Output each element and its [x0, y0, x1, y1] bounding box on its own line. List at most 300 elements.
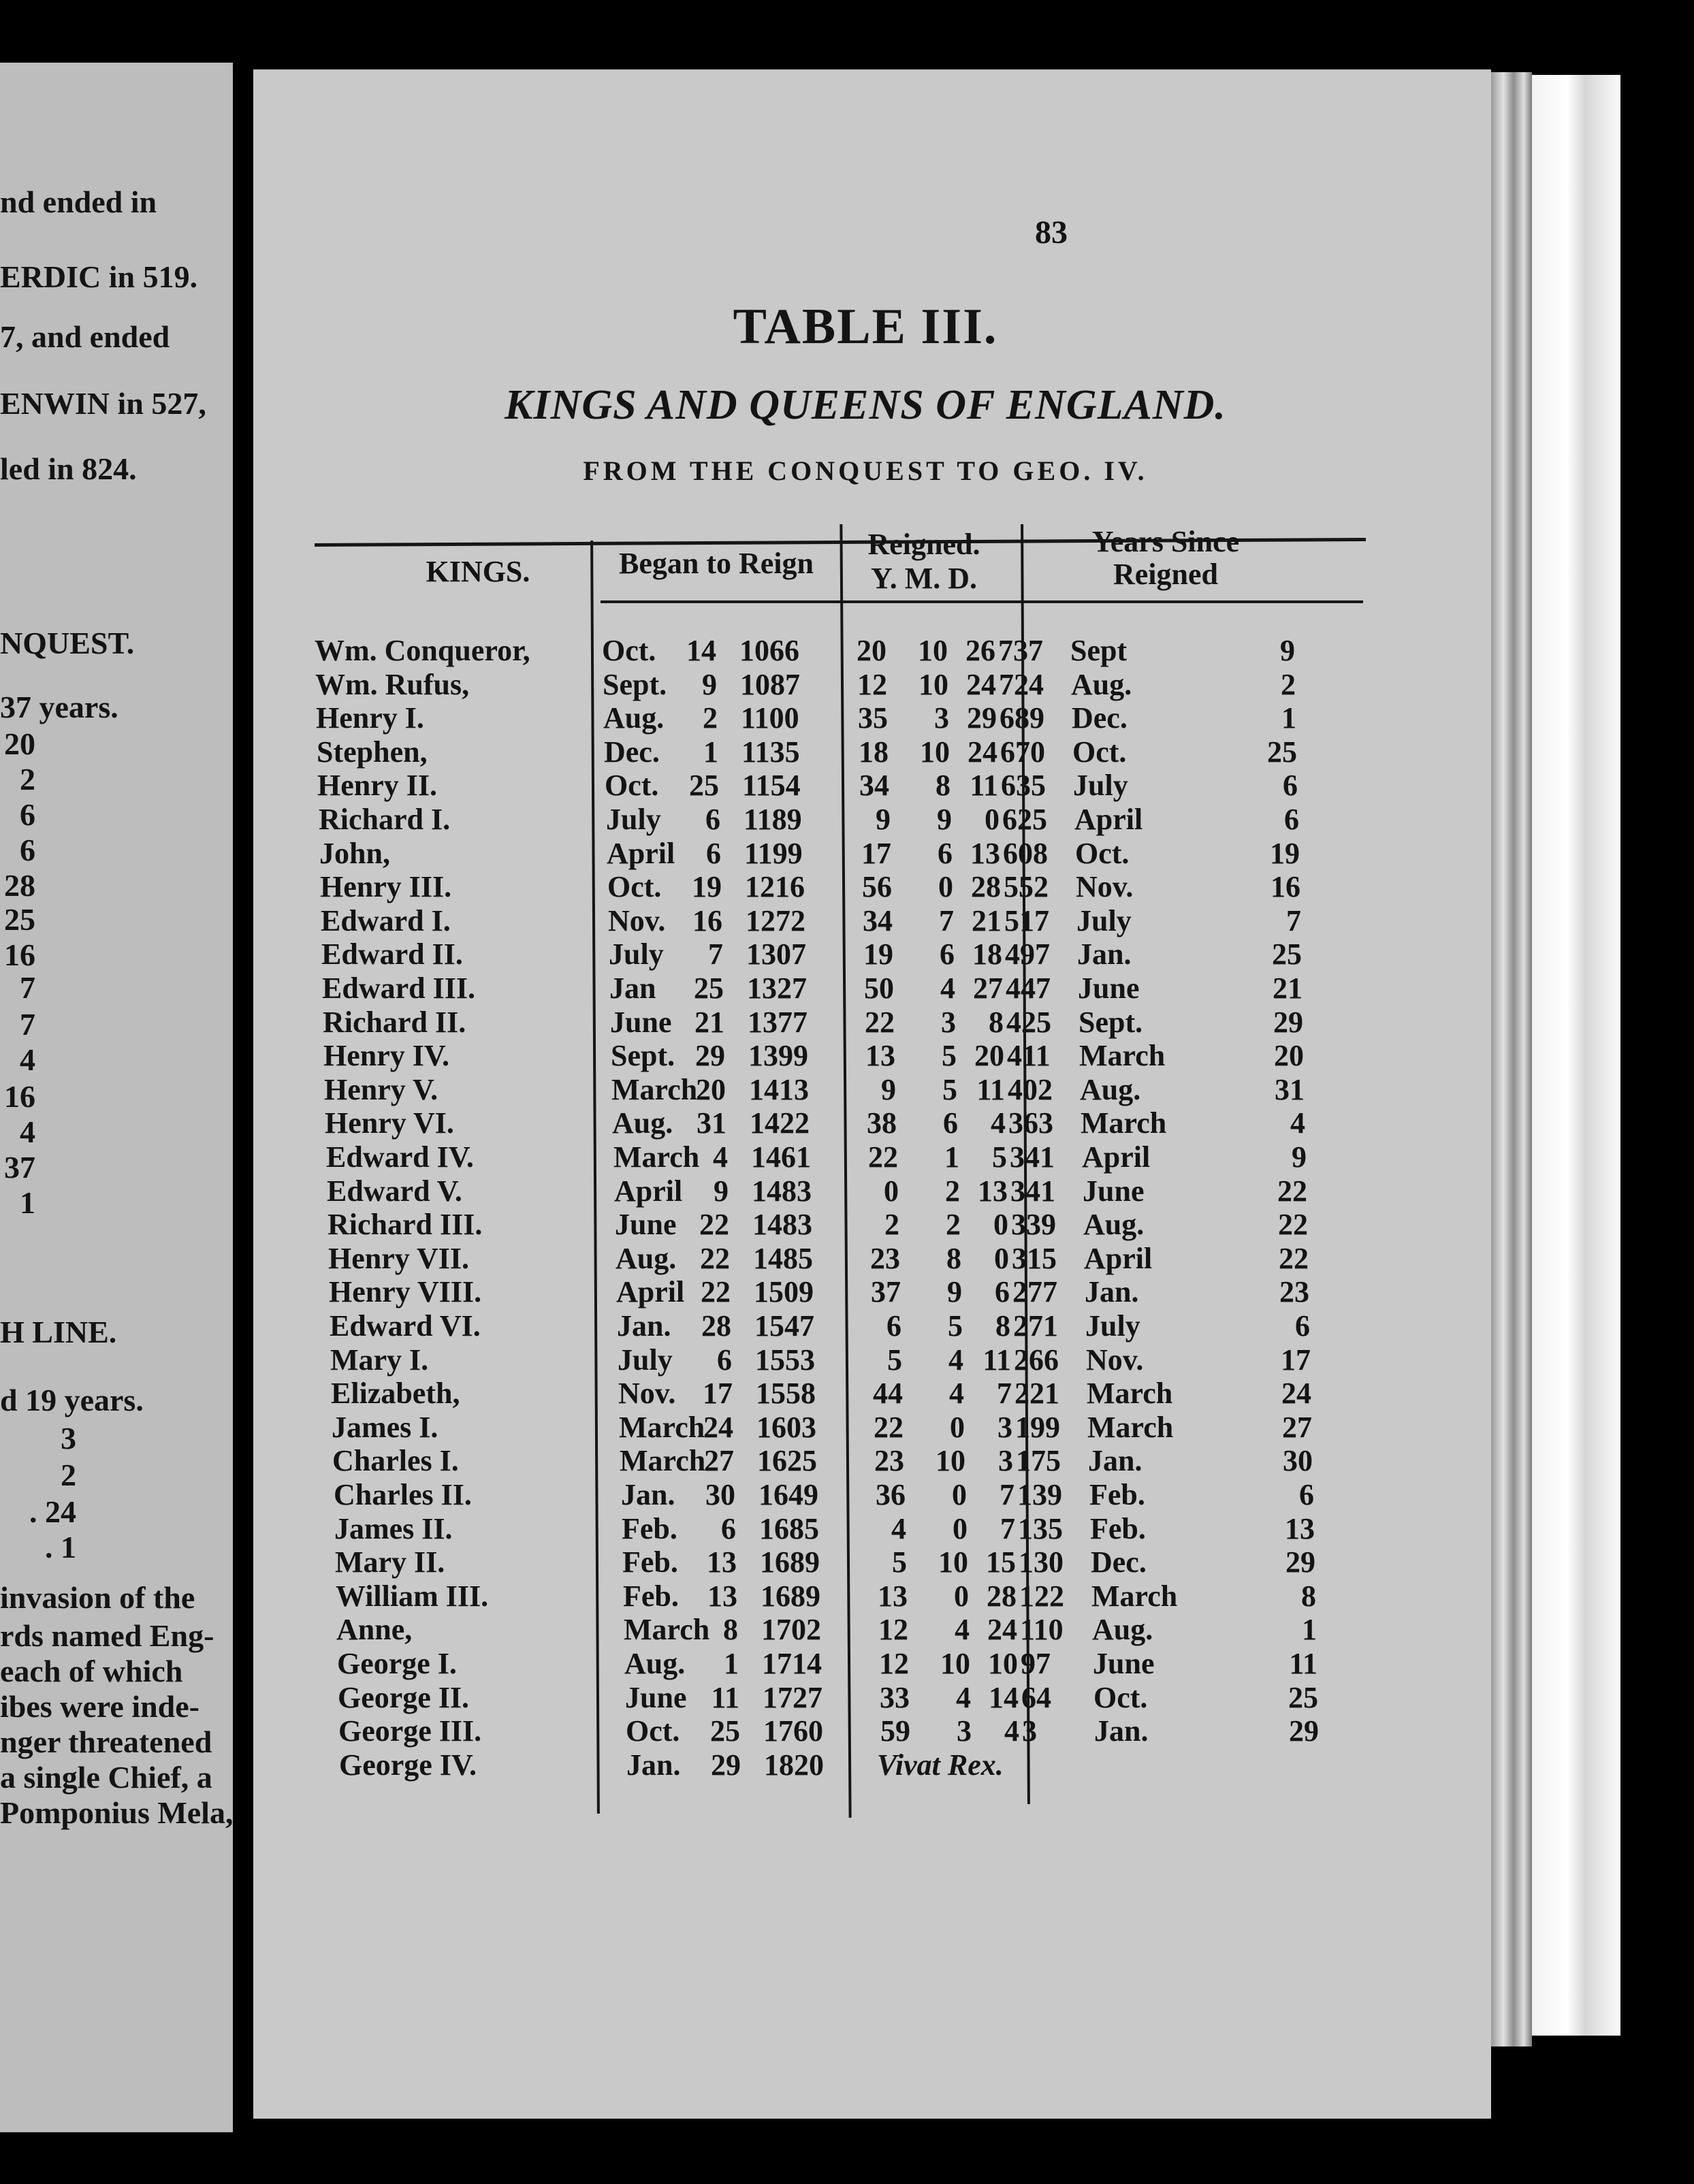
- cell-sm: Aug.: [1092, 1613, 1153, 1646]
- cell-ry: 2: [884, 1208, 899, 1241]
- cell-ry: 34: [863, 904, 893, 937]
- left-page-line: 7: [20, 1007, 35, 1042]
- left-page-line: 2: [20, 762, 35, 797]
- cell-sd: 22: [1278, 1208, 1308, 1241]
- table-row: [330, 1343, 1352, 1377]
- cell-bd: 6: [705, 803, 720, 836]
- table-row: [316, 701, 1337, 735]
- table-row: [336, 1612, 1358, 1646]
- cell-by: 1509: [754, 1275, 814, 1308]
- cell-ry: 13: [878, 1579, 908, 1613]
- cell-sy: 724: [999, 668, 1044, 701]
- cell-bd: 29: [695, 1039, 725, 1072]
- cell-king: John,: [319, 837, 390, 870]
- cell-rm: 4: [949, 1377, 964, 1410]
- cell-rm: 5: [948, 1309, 963, 1343]
- cell-ry: 19: [863, 937, 893, 971]
- cell-rd: 0: [994, 1242, 1009, 1275]
- cell-ry: 50: [864, 971, 894, 1005]
- left-page-line: a single Chief, a: [0, 1760, 212, 1795]
- cell-bm: Oct.: [605, 769, 659, 802]
- cell-by: 1066: [739, 634, 799, 667]
- cell-king: Henry VIII.: [329, 1275, 482, 1308]
- cell-king: James II.: [334, 1512, 453, 1545]
- table-row: [322, 971, 1343, 1005]
- left-page-line: 25: [4, 902, 35, 937]
- cell-sy: 737: [998, 634, 1043, 667]
- cell-by: 1189: [744, 803, 802, 836]
- cell-bd: 9: [702, 668, 717, 701]
- cell-sm: Oct.: [1075, 837, 1130, 870]
- cell-sm: April: [1084, 1242, 1153, 1275]
- cell-bm: Aug.: [616, 1242, 677, 1275]
- cell-by: 1689: [761, 1579, 820, 1613]
- cell-ry: 22: [865, 1006, 895, 1039]
- cell-king: Stephen,: [317, 735, 428, 769]
- cell-king: Henry I.: [316, 701, 424, 735]
- cell-sd: 30: [1283, 1444, 1313, 1477]
- cell-sy: 199: [1015, 1411, 1060, 1444]
- cell-sd: 19: [1270, 837, 1300, 870]
- cell-sd: 8: [1301, 1579, 1316, 1613]
- cell-bd: 25: [710, 1714, 740, 1748]
- cell-sy: 363: [1008, 1106, 1053, 1140]
- table-row: [329, 1274, 1350, 1308]
- cell-king: Edward II.: [321, 937, 463, 971]
- cell-bm: April: [616, 1275, 685, 1308]
- cell-rm: 10: [918, 668, 948, 701]
- cell-bd: 30: [705, 1478, 735, 1511]
- left-page-line: H LINE.: [0, 1315, 117, 1349]
- cell-sy: 315: [1012, 1242, 1057, 1275]
- cell-by: 1377: [748, 1006, 808, 1039]
- cell-sd: 29: [1273, 1006, 1303, 1039]
- cell-sm: Feb.: [1089, 1478, 1145, 1511]
- left-page-line: ENWIN in 527,: [0, 386, 206, 421]
- cell-king: Wm. Conqueror,: [315, 634, 530, 667]
- cell-bm: Feb.: [622, 1545, 678, 1579]
- cell-sd: 22: [1279, 1242, 1309, 1275]
- cell-sm: July: [1076, 904, 1132, 937]
- cell-sd: 25: [1267, 735, 1297, 769]
- left-page-line: invasion of the: [0, 1580, 195, 1615]
- cell-sm: Nov.: [1086, 1343, 1144, 1377]
- cell-rd: 10: [988, 1647, 1018, 1680]
- cell-king: Edward IV.: [326, 1140, 474, 1174]
- table-row: [334, 1511, 1356, 1545]
- cell-rd: 0: [985, 803, 1000, 836]
- cell-ry: 0: [884, 1174, 899, 1208]
- table-row: [325, 1106, 1346, 1140]
- cell-bd: 22: [701, 1275, 731, 1308]
- cell-sy: 670: [1000, 735, 1045, 769]
- cell-ry: 13: [865, 1039, 895, 1072]
- cell-sy: 122: [1019, 1579, 1064, 1613]
- cell-by: 1485: [753, 1242, 813, 1275]
- cell-ry: 12: [878, 1613, 908, 1646]
- cell-sd: 6: [1284, 803, 1299, 836]
- cell-king: Henry III.: [320, 870, 452, 903]
- table-row: [320, 869, 1341, 903]
- left-page-line: 20: [4, 726, 35, 761]
- cell-bd: 24: [703, 1411, 733, 1444]
- cell-by: 1461: [751, 1140, 811, 1174]
- cell-sy: 175: [1016, 1444, 1061, 1477]
- cell-bm: March: [613, 1140, 700, 1174]
- cell-bd: 1: [703, 735, 718, 769]
- cell-rd: 28: [971, 870, 1001, 903]
- cell-rm: 0: [953, 1512, 968, 1545]
- cell-rm: 8: [946, 1242, 961, 1275]
- cell-ry: 35: [858, 701, 888, 735]
- cell-rm: 6: [943, 1106, 958, 1140]
- cell-sd: 23: [1279, 1275, 1309, 1308]
- cell-sd: 6: [1299, 1478, 1314, 1511]
- cell-sm: April: [1074, 803, 1143, 836]
- cell-sm: March: [1081, 1106, 1167, 1140]
- cell-king: George III.: [338, 1714, 482, 1748]
- cell-sd: 27: [1282, 1411, 1312, 1444]
- cell-sy: 130: [1019, 1545, 1064, 1579]
- cell-ry: 20: [857, 634, 886, 667]
- cell-sm: March: [1079, 1039, 1166, 1072]
- vivat-rex: Vivat Rex.: [877, 1748, 1004, 1782]
- cell-sd: 17: [1281, 1343, 1311, 1377]
- cell-rm: 3: [957, 1714, 972, 1748]
- cell-rm: 4: [940, 971, 955, 1005]
- cell-rd: 4: [1004, 1714, 1019, 1748]
- cell-sm: Oct.: [1072, 735, 1127, 769]
- table-row: [321, 937, 1343, 971]
- left-page-line: 28: [4, 868, 35, 903]
- left-page-line: 37: [4, 1150, 35, 1185]
- cell-rd: 24: [966, 668, 996, 701]
- table-row: [317, 735, 1338, 769]
- header-reigned: Reigned.: [867, 528, 980, 561]
- cell-rd: 6: [995, 1275, 1010, 1308]
- cell-sy: 635: [1001, 769, 1046, 802]
- cell-sd: 9: [1292, 1140, 1307, 1174]
- cell-ry: 22: [868, 1140, 898, 1174]
- cell-by: 1216: [745, 870, 805, 903]
- cell-ry: 36: [876, 1478, 906, 1511]
- cell-ry: 12: [879, 1647, 909, 1680]
- cell-by: 1558: [756, 1377, 816, 1410]
- table-row: [315, 667, 1337, 701]
- cell-bm: Oct.: [602, 634, 656, 667]
- cell-sm: Sept: [1070, 634, 1128, 667]
- cell-rd: 13: [970, 837, 1000, 870]
- cell-bd: 19: [692, 870, 722, 903]
- cell-rm: 9: [947, 1275, 962, 1308]
- cell-rd: 27: [973, 971, 1003, 1005]
- cell-bd: 6: [706, 837, 721, 870]
- cell-king: George I.: [337, 1647, 457, 1680]
- cell-sd: 22: [1277, 1174, 1307, 1208]
- cell-sd: 13: [1285, 1512, 1315, 1545]
- cell-bm: Sept.: [603, 668, 667, 701]
- cell-sm: Jan.: [1077, 937, 1132, 971]
- cell-sy: 339: [1011, 1208, 1056, 1241]
- table-row: [338, 1714, 1360, 1748]
- cell-sm: June: [1078, 971, 1140, 1005]
- cell-bd: 9: [714, 1174, 729, 1208]
- cell-by: 1399: [748, 1039, 808, 1072]
- cell-sy: 402: [1008, 1073, 1053, 1106]
- cell-sy: 64: [1021, 1681, 1051, 1714]
- cell-sd: 4: [1290, 1106, 1305, 1140]
- cell-sd: 16: [1270, 870, 1300, 903]
- cell-sm: Sept.: [1078, 1006, 1143, 1039]
- cell-sd: 6: [1295, 1309, 1310, 1343]
- page-edge: [1491, 72, 1532, 2046]
- left-page-line: 6: [20, 833, 35, 867]
- cell-king: Richard II.: [323, 1006, 466, 1039]
- cell-sy: 341: [1010, 1140, 1055, 1174]
- cell-bd: 6: [721, 1512, 736, 1545]
- left-page-line: 1: [20, 1185, 35, 1220]
- cell-rd: 0: [993, 1208, 1008, 1241]
- cell-sm: March: [1087, 1377, 1173, 1410]
- cell-bd: 25: [694, 971, 724, 1005]
- cell-rm: 0: [938, 870, 953, 903]
- cell-bm: April: [614, 1174, 683, 1208]
- table-row: [337, 1646, 1358, 1680]
- cell-rm: 10: [918, 634, 948, 667]
- cell-sm: March: [1091, 1579, 1178, 1613]
- cell-ry: 5: [892, 1545, 907, 1579]
- left-page-line: . 1: [45, 1530, 76, 1564]
- cell-by: 1199: [744, 837, 803, 870]
- cell-king: Elizabeth,: [331, 1377, 460, 1410]
- cell-bd: 13: [707, 1579, 737, 1613]
- cell-bd: 11: [711, 1681, 739, 1714]
- cell-sm: Feb.: [1090, 1512, 1146, 1545]
- cell-sd: 7: [1286, 904, 1301, 937]
- cell-sd: 24: [1281, 1377, 1311, 1410]
- cell-king: George II.: [338, 1681, 470, 1714]
- cell-king: Richard I.: [319, 803, 451, 836]
- table-row: [323, 1038, 1345, 1072]
- cell-rm: 2: [945, 1174, 960, 1208]
- cell-sm: Dec.: [1091, 1545, 1147, 1579]
- cell-sd: 29: [1289, 1714, 1319, 1748]
- cell-by: 1087: [740, 668, 800, 701]
- cell-by: 1685: [759, 1512, 819, 1545]
- cell-rd: 20: [974, 1039, 1004, 1072]
- cell-bm: March: [619, 1411, 705, 1444]
- cell-rm: 5: [942, 1039, 957, 1072]
- cell-sd: 11: [1289, 1647, 1317, 1680]
- cell-bm: Nov.: [618, 1377, 676, 1410]
- cell-rm: 5: [942, 1073, 957, 1106]
- left-page-line: NQUEST.: [0, 626, 135, 660]
- left-page-line: 16: [4, 937, 35, 972]
- cell-bm: Sept.: [611, 1039, 675, 1072]
- cell-rd: 24: [968, 735, 997, 769]
- cell-sm: April: [1082, 1140, 1151, 1174]
- cell-by: 1820: [764, 1748, 824, 1782]
- cell-bm: Jan: [609, 971, 656, 1005]
- left-page-line: led in 824.: [0, 451, 137, 486]
- cell-rd: 5: [992, 1140, 1007, 1174]
- left-page-fragment: [0, 63, 233, 2132]
- cell-king: Edward III.: [322, 971, 475, 1005]
- cell-king: Henry V.: [324, 1073, 438, 1106]
- cell-ry: 34: [859, 769, 889, 802]
- cell-sd: 9: [1280, 634, 1295, 667]
- cell-ry: 44: [873, 1377, 903, 1410]
- cell-king: Richard III.: [327, 1208, 483, 1241]
- cell-king: Henry IV.: [323, 1039, 449, 1072]
- cell-by: 1100: [741, 701, 799, 735]
- cell-rm: 10: [920, 735, 950, 769]
- table-row: [332, 1410, 1353, 1444]
- cell-sd: 2: [1281, 668, 1296, 701]
- cell-sy: 689: [1000, 701, 1044, 735]
- cell-rd: 3: [998, 1444, 1013, 1477]
- table-row: [338, 1680, 1359, 1714]
- table-row: [327, 1174, 1348, 1208]
- table-subtitle-range: FROM THE CONQUEST TO GEO. IV.: [583, 455, 1148, 486]
- header-since-2: Reigned: [1113, 558, 1218, 591]
- cell-king: William III.: [336, 1579, 489, 1613]
- left-page-line: 4: [20, 1042, 35, 1077]
- left-page-line: 2: [61, 1458, 76, 1492]
- header-kings: KINGS.: [426, 555, 530, 588]
- cell-bm: Jan.: [626, 1748, 681, 1782]
- left-page-line: 7, and ended: [0, 319, 170, 354]
- cell-sm: July: [1073, 769, 1128, 802]
- cell-sy: 411: [1007, 1039, 1051, 1072]
- cell-rd: 13: [978, 1174, 1008, 1208]
- cell-rm: 0: [950, 1411, 965, 1444]
- cell-by: 1413: [749, 1073, 809, 1106]
- cell-bm: Dec.: [604, 735, 660, 769]
- cell-rd: 18: [972, 937, 1002, 971]
- cell-bm: Oct.: [626, 1714, 680, 1748]
- cell-sm: Aug.: [1071, 668, 1132, 701]
- cell-by: 1307: [746, 937, 806, 971]
- cell-rd: 15: [986, 1545, 1016, 1579]
- cell-ry: 56: [862, 870, 892, 903]
- cell-sd: 21: [1273, 971, 1303, 1005]
- cell-sy: 135: [1018, 1512, 1063, 1545]
- cell-king: George IV.: [339, 1748, 477, 1782]
- cell-sd: 25: [1288, 1681, 1318, 1714]
- page-edge-white: [1532, 75, 1620, 2036]
- cell-rm: 10: [936, 1444, 965, 1477]
- cell-sm: June: [1083, 1174, 1145, 1208]
- cell-ry: 22: [874, 1411, 904, 1444]
- cell-sy: 139: [1017, 1478, 1062, 1511]
- cell-sy: 447: [1006, 971, 1051, 1005]
- cell-sy: 110: [1020, 1613, 1064, 1646]
- cell-rd: 8: [989, 1006, 1004, 1039]
- table-row: [336, 1579, 1357, 1613]
- left-page-line: d 19 years.: [0, 1383, 144, 1417]
- cell-bm: Feb.: [623, 1579, 679, 1613]
- cell-rm: 8: [936, 769, 950, 802]
- cell-by: 1154: [742, 769, 801, 802]
- left-page-line: 3: [61, 1421, 76, 1456]
- cell-by: 1327: [747, 971, 807, 1005]
- left-page-line: ibes were inde-: [0, 1689, 200, 1724]
- cell-rd: 8: [995, 1309, 1010, 1343]
- cell-by: 1553: [755, 1343, 815, 1377]
- cell-rd: 11: [982, 1343, 1011, 1377]
- cell-rd: 4: [991, 1106, 1006, 1140]
- cell-ry: 9: [881, 1073, 896, 1106]
- cell-sm: Jan.: [1088, 1444, 1142, 1477]
- table-row: [317, 768, 1339, 802]
- cell-rd: 11: [976, 1073, 1005, 1106]
- cell-ry: 59: [880, 1714, 910, 1748]
- left-page-line: 4: [20, 1114, 35, 1149]
- cell-sy: 97: [1021, 1647, 1051, 1680]
- cell-sd: 1: [1302, 1613, 1317, 1646]
- cell-sy: 266: [1014, 1343, 1059, 1377]
- cell-sy: 517: [1004, 904, 1049, 937]
- cell-ry: 5: [887, 1343, 902, 1377]
- cell-rm: 10: [940, 1647, 970, 1680]
- cell-king: Henry VII.: [328, 1242, 469, 1275]
- cell-bd: 14: [686, 634, 716, 667]
- cell-king: Mary I.: [330, 1343, 429, 1377]
- cell-sd: 29: [1285, 1545, 1315, 1579]
- cell-by: 1135: [741, 735, 800, 769]
- cell-king: Charles I.: [332, 1444, 459, 1477]
- cell-rm: 9: [937, 803, 952, 836]
- cell-ry: 33: [880, 1681, 910, 1714]
- left-page-line: ERDIC in 519.: [0, 259, 198, 294]
- cell-bm: March: [611, 1073, 698, 1106]
- cell-bd: 27: [704, 1444, 734, 1477]
- cell-by: 1702: [761, 1613, 821, 1646]
- cell-bm: July: [606, 803, 661, 836]
- cell-by: 1547: [754, 1309, 814, 1343]
- cell-by: 1649: [758, 1478, 818, 1511]
- cell-rd: 21: [972, 904, 1002, 937]
- header-began: Began to Reign: [619, 547, 814, 580]
- cell-rd: 3: [997, 1411, 1012, 1444]
- cell-king: Edward I.: [321, 904, 451, 937]
- cell-by: 1625: [757, 1444, 817, 1477]
- left-page-line: 6: [20, 797, 35, 832]
- cell-sm: Aug.: [1080, 1073, 1141, 1106]
- left-page-line: Pomponius Mela,: [0, 1795, 234, 1830]
- cell-king: Edward V.: [327, 1174, 462, 1208]
- cell-by: 1603: [756, 1411, 816, 1444]
- left-page-line: nd ended in: [0, 184, 157, 219]
- cell-king: Henry VI.: [325, 1106, 454, 1140]
- cell-sm: July: [1085, 1309, 1140, 1343]
- cell-bd: 20: [696, 1073, 726, 1106]
- cell-bm: March: [624, 1613, 710, 1646]
- cell-rm: 6: [938, 837, 953, 870]
- cell-ry: 6: [886, 1309, 901, 1343]
- cell-sy: 425: [1006, 1006, 1051, 1039]
- left-page-line: each of which: [0, 1654, 183, 1688]
- cell-by: 1689: [760, 1545, 820, 1579]
- cell-by: 1760: [763, 1714, 823, 1748]
- table-row: [332, 1443, 1354, 1477]
- cell-sd: 1: [1281, 701, 1296, 735]
- cell-bm: Aug.: [624, 1647, 686, 1680]
- cell-rd: 26: [965, 634, 995, 667]
- cell-bm: Aug.: [603, 701, 665, 735]
- cell-sy: 625: [1002, 803, 1047, 836]
